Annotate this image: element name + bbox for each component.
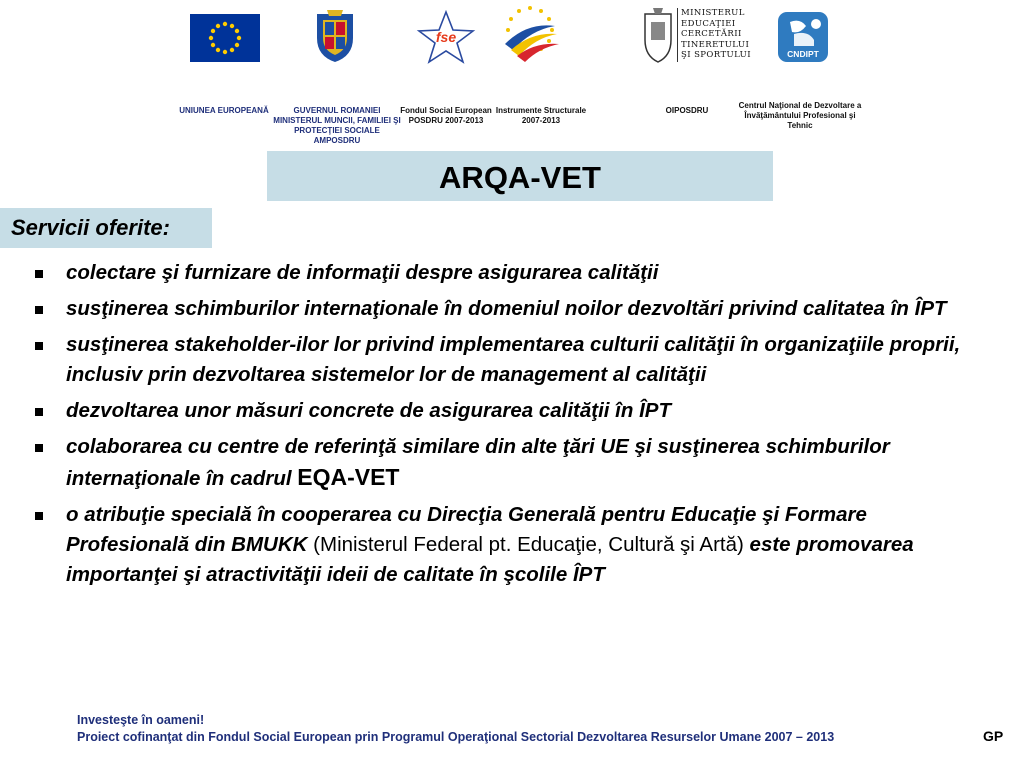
caption-structural: Instrumente Structurale 2007-2013 [495, 106, 587, 125]
section-label: Servicii oferite: [11, 215, 170, 240]
bullet-square-icon [35, 270, 43, 278]
list-item-text: colectare şi furnizare de informaţii despre asigurarea calităţii [66, 261, 659, 284]
page-title: ARQA-VET [439, 160, 601, 195]
footer-badge: GP [983, 728, 1004, 744]
caption-fse: Fondul Social European POSDRU 2007-2013 [400, 106, 492, 125]
cndipt-label: CNDIPT [787, 49, 819, 59]
services-list [32, 258, 992, 596]
bullet-square-icon [35, 408, 43, 416]
list-item [32, 258, 992, 288]
caption-cndipt: Centrul Naţional de Dezvoltare a Învăţământului Profesional şi Tehnic [738, 101, 862, 130]
bullet-square-icon [35, 342, 43, 350]
ministry-education-icon [641, 6, 751, 66]
caption-oiposdru: OIPOSDRU [665, 106, 709, 115]
list-item-text: o atribuţie specială în cooperarea cu Direcţia Generală pentru Educaţie şi Formare Profesională din BMUKK [66, 503, 867, 556]
list-item [32, 432, 992, 494]
caption-government: GUVERNUL ROMANIEI MINISTERUL MUNCII, FAMILIEI ŞI PROTECŢIEI SOCIALE AMPOSDRU [273, 106, 401, 145]
list-item [32, 500, 992, 590]
bullet-square-icon [35, 444, 43, 452]
bullet-square-icon [35, 512, 43, 520]
list-item-text: colaborarea cu centre de referinţă similare din alte ţări UE şi susţinerea schimburilor internaţionale în cadrul [66, 435, 890, 490]
list-item [32, 330, 992, 390]
footer-project-note: Proiect cofinanţat din Fondul Social European prin Programul Operaţional Sectorial Dezvoltarea Resurselor Umane 2007 – 2013 [77, 730, 835, 744]
bmukk-note: (Ministerul Federal pt. Educaţie, Cultură şi Artă) [313, 533, 744, 556]
list-item-text: susţinerea schimburilor internaţionale în domeniul noilor dezvoltări privind calitatea în ÎPT [66, 297, 947, 320]
eqa-vet-label: EQA-VET [297, 464, 400, 490]
list-item-text-end: este promovarea importanţei şi atractivităţii ideii de calitate în şcolile ÎPT [66, 533, 914, 586]
romania-crest-icon [313, 8, 357, 64]
list-item [32, 396, 992, 426]
fse-label: fse [435, 29, 457, 45]
cndipt-logo-icon [778, 12, 828, 62]
bullet-square-icon [35, 306, 43, 314]
title-banner [267, 151, 773, 201]
structural-instruments-icon [497, 4, 563, 64]
list-item-text: dezvoltarea unor măsuri concrete de asigurarea calităţii în ÎPT [66, 399, 671, 422]
ministry-name: MINISTERUL EDUCAŢIEI CERCETĂRII TINERETULUI ŞI SPORTULUI [681, 8, 751, 60]
caption-eu: UNIUNEA EUROPEANĂ [179, 106, 269, 115]
list-item-text: susţinerea stakeholder-ilor lor privind implementarea culturii calităţii în organizaţiile proprii, inclusiv prin dezvoltarea sistemelor lor de management al calităţii [66, 333, 961, 386]
eu-flag-icon [190, 14, 260, 62]
footer-slogan: Investeşte în oameni! [77, 713, 205, 727]
section-label-box [0, 208, 212, 248]
list-item [32, 294, 992, 324]
fse-logo-icon [416, 10, 476, 64]
